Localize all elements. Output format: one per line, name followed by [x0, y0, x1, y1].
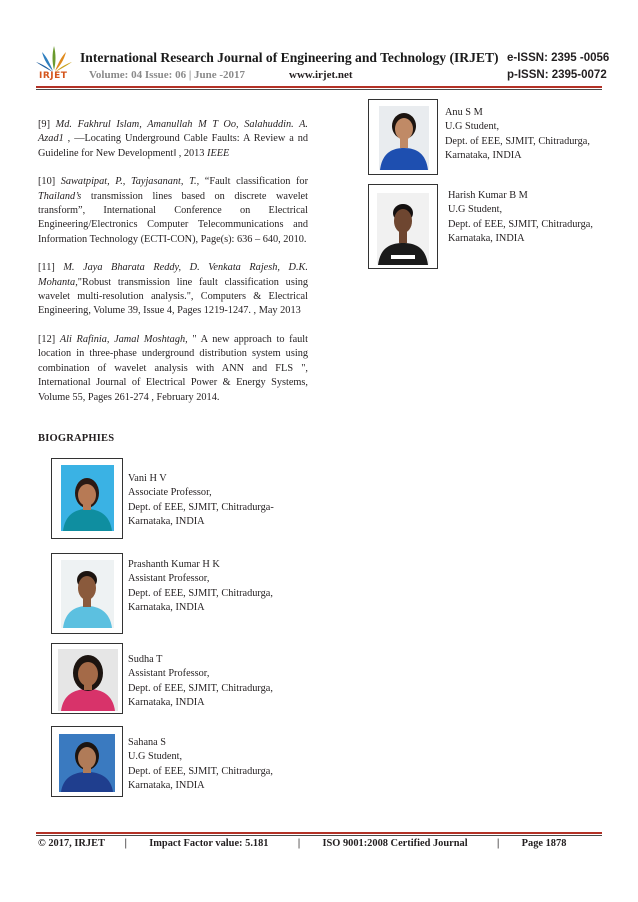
- author-photo-frame: [51, 726, 123, 797]
- author-photo: [61, 465, 114, 531]
- author-name: Harish Kumar B M: [448, 190, 528, 201]
- page-footer: [38, 838, 598, 849]
- author-photo-frame: [368, 99, 438, 175]
- author-location: Karnataka, INDIA: [128, 516, 205, 528]
- author-name: Sahana S: [128, 737, 167, 748]
- reference-body: “Fault classification for: [199, 176, 309, 188]
- author-role: Assistant Professor,: [128, 668, 210, 680]
- author-photo: [379, 106, 429, 170]
- reference-number: [10]: [38, 176, 56, 188]
- reference-body: transmission lines based on discrete wavelet transform”, International Conference on Electrical Engineering/Electronics Computer Telecommunications and Information Technology (ECTI-CON), Page(s): 636 – 640, 2010.: [38, 190, 308, 245]
- author-location: Karnataka, INDIA: [128, 602, 205, 614]
- author-name: Vani H V: [128, 473, 167, 484]
- footer-separator: |: [497, 838, 500, 849]
- p-issn: p-ISSN: 2395-0072: [507, 69, 607, 81]
- author-photo-frame: [51, 458, 123, 539]
- header-rule: [36, 86, 602, 88]
- e-issn: e-ISSN: 2395 -0056: [507, 52, 610, 64]
- reference-body: ,"Robust transmission line fault classification using wavelet multi-resolution analysis.", Computers & Electrical Engineering, Volume 39, Issue 4, Pages 1219-1247. , May 2013: [38, 276, 308, 317]
- reference-authors: Md. Fakhrul Islam, Amanullah M T Oo, Salahuddin. A. Azad1: [38, 119, 308, 145]
- author-role: U.G Student,: [128, 751, 183, 763]
- author-department: Dept. of EEE, SJMIT, Chitradurga,: [128, 765, 273, 777]
- author-bio: [128, 736, 273, 794]
- footer-rule: [36, 832, 602, 834]
- reference-authors: Ali Rafinia, Jamal Moshtagh,: [59, 333, 188, 345]
- author-bio: [128, 653, 273, 711]
- author-role: U.G Student,: [448, 204, 503, 216]
- author-photo-frame: [368, 184, 438, 269]
- reference-item: [38, 118, 308, 161]
- reference-number: [12]: [38, 333, 56, 345]
- author-photo: [59, 734, 115, 792]
- footer-impact-factor: Impact Factor value: 5.181: [149, 838, 269, 849]
- references-list: [38, 118, 308, 405]
- reference-body: , —Locating Underground Cable Faults: A Review a nd Guideline for New Development‖ , 2013: [38, 133, 308, 159]
- author-department: Dept. of EEE, SJMIT, Chitradurga-: [128, 501, 274, 513]
- author-name: Anu S M: [445, 107, 483, 118]
- reference-body: " A new approach to fault location in three-phase underground distribution system using combination of wavelet analysis with ANN and FLS ", International Journal of Electrical Power & Energy Systems, Volume 55, Pages 261-274 , February 2014.: [38, 333, 309, 403]
- author-location: Karnataka, INDIA: [448, 233, 525, 245]
- author-bio: [445, 106, 590, 164]
- reference-item: [38, 261, 308, 319]
- author-photo: [377, 193, 429, 265]
- author-department: Dept. of EEE, SJMIT, Chitradurga,: [128, 587, 273, 599]
- author-department: Dept. of EEE, SJMIT, Chitradurga,: [448, 218, 593, 230]
- author-bio: [128, 472, 274, 530]
- author-role: U.G Student,: [445, 121, 500, 133]
- author-bio: [448, 189, 593, 247]
- author-photo: [61, 560, 114, 628]
- reference-italic: Thailand’s: [38, 190, 82, 202]
- author-photo-frame: [51, 553, 123, 634]
- header-rule-thin: [36, 89, 602, 90]
- reference-item: [38, 175, 308, 247]
- footer-separator: |: [297, 838, 301, 849]
- reference-authors: Sawatpipat, P., Tayjasanant, T.,: [60, 176, 200, 188]
- author-role: Assistant Professor,: [128, 573, 210, 585]
- author-location: Karnataka, INDIA: [128, 780, 205, 792]
- reference-authors: M. Jaya Bharata Reddy, D. Venkata Rajesh, D.K. Mohanta: [38, 262, 308, 288]
- footer-copyright: © 2017, IRJET: [38, 838, 105, 849]
- reference-item: [38, 333, 308, 405]
- footer-page-number: Page 1878: [521, 838, 567, 849]
- author-department: Dept. of EEE, SJMIT, Chitradurga,: [128, 682, 273, 694]
- journal-website[interactable]: www.irjet.net: [289, 69, 353, 81]
- author-name: Sudha T: [128, 654, 163, 665]
- author-department: Dept. of EEE, SJMIT, Chitradurga,: [445, 135, 590, 147]
- author-location: Karnataka, INDIA: [128, 697, 205, 709]
- footer-iso: ISO 9001:2008 Certified Journal: [322, 838, 468, 849]
- reference-venue: IEEE: [207, 147, 230, 159]
- footer-rule-thin: [36, 835, 602, 836]
- logo-wordmark: IRJET: [39, 71, 68, 81]
- author-location: Karnataka, INDIA: [445, 150, 522, 162]
- reference-number: [11]: [38, 262, 55, 274]
- author-name: Prashanth Kumar H K: [128, 559, 220, 570]
- footer-separator: |: [124, 838, 127, 849]
- volume-issue: Volume: 04 Issue: 06 | June -2017: [89, 69, 246, 81]
- reference-number: [9]: [38, 119, 51, 130]
- author-photo: [58, 649, 118, 711]
- journal-title: International Research Journal of Engineering and Technology (IRJET): [80, 50, 499, 65]
- author-role: Associate Professor,: [128, 487, 212, 499]
- author-photo-frame: [51, 643, 123, 714]
- biographies-heading: BIOGRAPHIES: [38, 433, 115, 444]
- author-bio: [128, 558, 273, 616]
